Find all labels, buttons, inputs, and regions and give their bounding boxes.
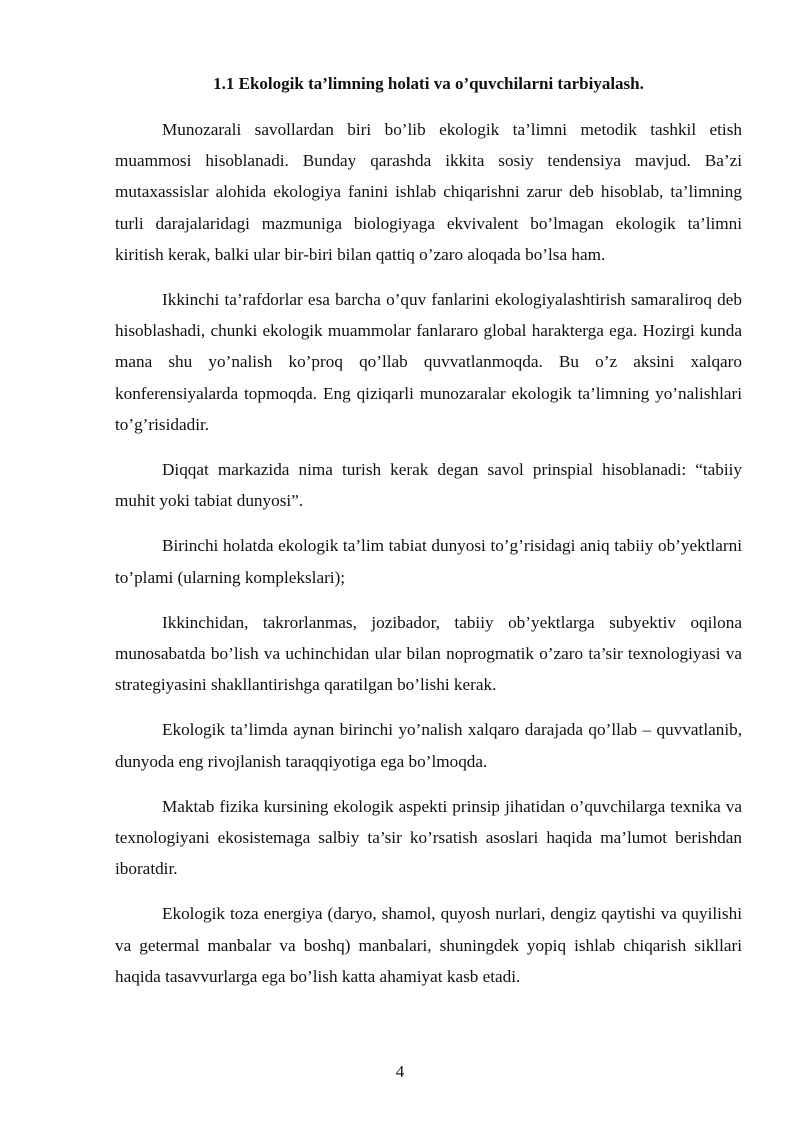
paragraph-6: Ekologik ta’limda aynan birinchi yo’nalish xalqaro darajada qo’llab – quvvatlanib, dunyoda eng rivojlanish taraqqiyotiga ega bo’lmoqda. (115, 720, 742, 771)
paragraph-8: Ekologik toza energiya (daryo, shamol, quyosh nurlari, dengiz qaytishi va quyilishi va getermal manbalar va boshq) manbalari, shuningdek yopiq ishlab chiqarish sikllari haqida tasavvurlarga ega bo’lish katta ahamiyat kasb etadi. (115, 904, 742, 986)
section-heading: 1.1 Ekologik ta’limning holati va o’quvchilarni tarbiyalash. (213, 74, 644, 93)
paragraph-7: Maktab fizika kursining ekologik aspekti prinsip jihatidan o’quvchilarga texnika va texnologiyani ekosistemaga salbiy ta’sir ko’rsatish asoslari haqida ma’lumot berishdan iboratdir. (115, 796, 742, 879)
document-page (115, 72, 742, 1006)
paragraph-4: Birinchi holatda ekologik ta’lim tabiat dunyosi to’g’risidagi aniq tabiiy ob’yektlarni to’plami (ularning komplekslari); (115, 536, 742, 587)
paragraph-3: Diqqat markazida nima turish kerak degan savol prinspial hisoblanadi: “tabiiy muhit yoki tabiat dunyosi”. (115, 460, 742, 511)
paragraph-5: Ikkinchidan, takrorlanmas, jozibador, tabiiy ob’yektlarga subyektiv oqilona munosabatda bo’lish va uchinchidan ular bilan noprogmatik o’zaro ta’sir texnologiyasi va strategiyasini shakllantirishga qaratilgan bo’lishi kerak. (115, 612, 742, 695)
paragraph-1: Munozarali savollardan biri bo’lib ekologik ta’limni metodik tashkil etish muammosi hisoblanadi. Bunday qarashda ikkita sosiy tendensiya mavjud. Ba’zi mutaxassislar alohida ekologiya fanini ishlab chiqarishni zarur deb hisoblab, ta’limning turli darajalaridagi mazmuniga biologiyaga ekvivalent bo’lmagan ekologik ta’limni kiritish kerak, balki ular bir-biri bilan qattiq o’zaro aloqada bo’lsa ham. (115, 120, 742, 264)
page-number: 4 (395, 1062, 405, 1081)
paragraph-2: Ikkinchi ta’rafdorlar esa barcha o’quv fanlarini ekologiyalashtirish samaraliroq deb hisoblashadi, chunki ekologik muammolar fanlararo global harakterga ega. Hozirgi kunda mana shu yo’nalish ko’proq qo’llab quvvatlanmoqda. Bu o’z aksini xalqaro konferensiyalarda topmoqda. Eng qiziqarli munozaralar ekologik ta’limning yo’nalishlari to’g’risidadir. (115, 290, 742, 434)
